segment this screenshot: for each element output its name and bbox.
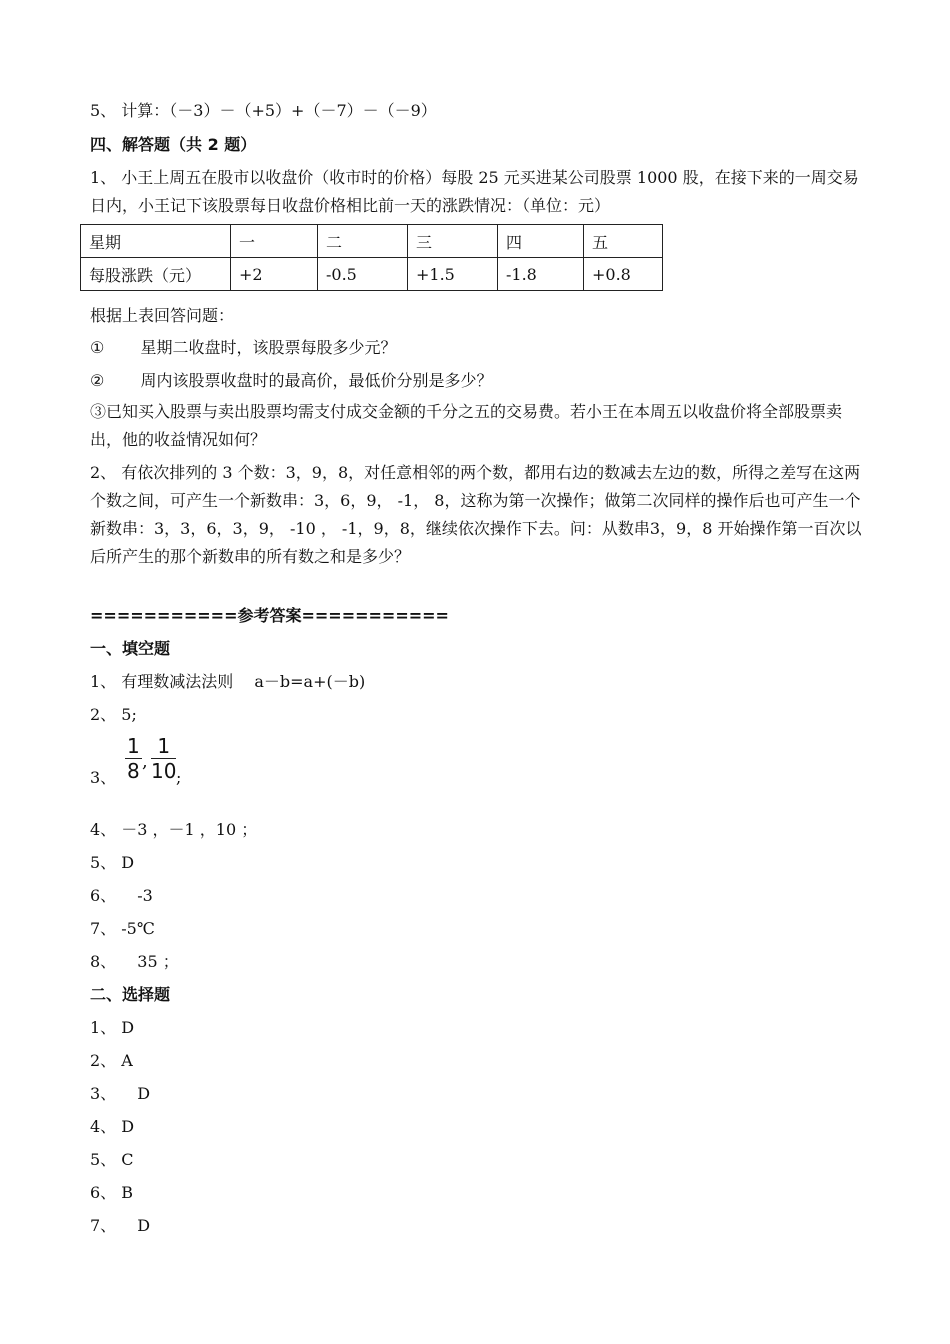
- calc-question-5: 5、 计算：（－3）－（+5）+（－7）－（－9）: [90, 101, 437, 120]
- table-cell: +2: [231, 258, 318, 291]
- fill-answer-3: 3、: [90, 768, 117, 787]
- fraction-separator: ,: [142, 751, 148, 772]
- table-cell: 二: [318, 225, 408, 258]
- table-cell: 星期: [81, 225, 231, 258]
- fill-answer-8: 8、 35 ；: [90, 952, 179, 971]
- choice-answer-7: 7、 D: [90, 1216, 151, 1235]
- marker-1: ①: [90, 338, 105, 357]
- table-cell: 三: [408, 225, 498, 258]
- fill-answer-6: 6、 -3: [90, 886, 153, 905]
- fill-section-title: 一、填空题: [90, 639, 171, 658]
- section-4-title: 四、解答题（共 2 题）: [90, 135, 257, 154]
- fill-answer-4: 4、 －3 ，－1 ，10 ；: [90, 820, 258, 839]
- answers-title: ===========参考答案===========: [90, 606, 449, 625]
- sub-question-1: [90, 338, 397, 358]
- choice-answer-2: 2、 A: [90, 1051, 133, 1070]
- stock-change-table: [80, 224, 663, 291]
- choice-answer-3: 3、 D: [90, 1084, 151, 1103]
- problem-2-text: 2、 有依次排列的 3 个数：3，9，8，对任意相邻的两个数，都用右边的数减去左边的数，所得之差写在这两个数之间，可产生一个新数串：3，6，9， -1， 8，这称为第一次操作；做第二次同样的操作后也可产生一个新数串：3，3，6，3，9， -10 ， -1，9，8，继续依次操作下去。问：从数串3，9，8 开始操作第一百次以后所产生的那个新数串的所有数之和是多少？: [90, 463, 862, 566]
- sub-question-2-text: 周内该股票收盘时的最高价，最低价分别是多少？: [140, 371, 493, 390]
- choice-section-title: 二、选择题: [90, 985, 171, 1004]
- sub-question-2: [90, 371, 493, 391]
- choice-answer-5: 5、 C: [90, 1150, 134, 1169]
- fraction-end: ;: [176, 768, 182, 787]
- fraction-one-tenth: [151, 734, 176, 783]
- choice-answer-1: 1、 D: [90, 1018, 135, 1037]
- fraction-denominator: 8: [127, 759, 140, 783]
- table-cell: +0.8: [584, 258, 663, 291]
- sub-question-1-text: 星期二收盘时，该股票每股多少元？: [140, 338, 397, 357]
- problem-1-text: 1、 小王上周五在股市以收盘价（收市时的价格）每股 25 元买进某公司股票 1000 股，在接下来的一周交易日内，小王记下该股票每日收盘价格相比前一天的涨跌情况：（单位：元）: [90, 168, 859, 215]
- fill-answer-2: 2、 5;: [90, 705, 137, 724]
- table-header-row: [81, 225, 663, 258]
- fraction-denominator: 10: [151, 759, 177, 783]
- fraction-numerator: 1: [151, 734, 176, 759]
- choice-answer-6: 6、 B: [90, 1183, 134, 1202]
- table-cell: 每股涨跌（元）: [81, 258, 231, 291]
- table-row: [81, 258, 663, 291]
- fill-answer-7: 7、 -5℃: [90, 919, 155, 938]
- table-prompt: 根据上表回答问题：: [90, 306, 235, 325]
- table-cell: +1.5: [408, 258, 498, 291]
- marker-2: ②: [90, 371, 105, 390]
- sub-question-3: ③已知买入股票与卖出股票均需支付成交金额的千分之五的交易费。若小王在本周五以收盘价将全部股票卖出，他的收益情况如何？: [90, 402, 843, 449]
- table-cell: 一: [231, 225, 318, 258]
- fill-answer-5: 5、 D: [90, 853, 135, 872]
- table-cell: 四: [498, 225, 584, 258]
- fraction-one-eighth: [125, 734, 142, 783]
- fraction-numerator: 1: [127, 734, 140, 758]
- table-cell: -1.8: [498, 258, 584, 291]
- table-cell: 五: [584, 225, 663, 258]
- fill-answer-1: 1、 有理数减法法则 a－b=a+(－b): [90, 672, 366, 691]
- table-cell: -0.5: [318, 258, 408, 291]
- choice-answer-4: 4、 D: [90, 1117, 135, 1136]
